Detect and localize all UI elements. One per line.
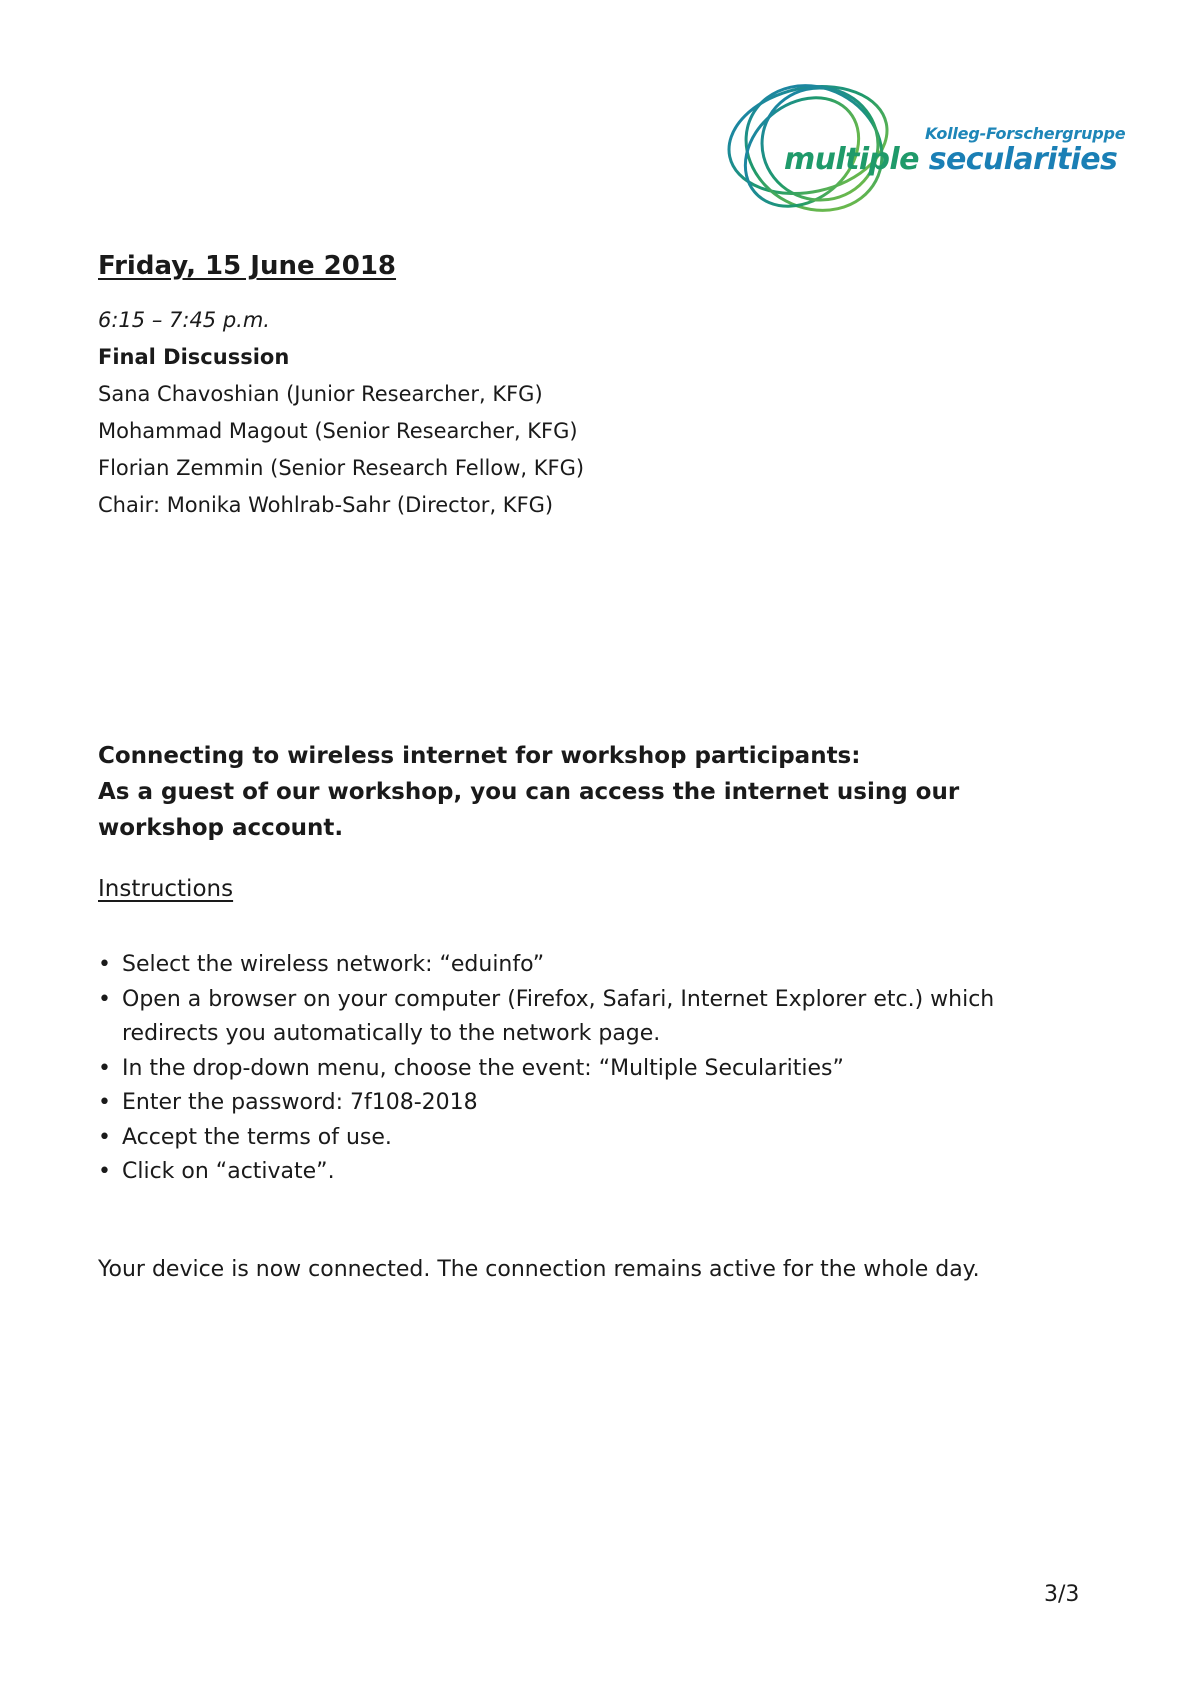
logo-title-word-multiple: multiple bbox=[784, 142, 919, 177]
session-time: 6:15 – 7:45 p.m. bbox=[98, 308, 270, 332]
instruction-step bbox=[98, 948, 1058, 983]
bullet-icon: • bbox=[98, 986, 111, 1012]
instruction-step bbox=[98, 983, 1058, 1052]
closing-note: Your device is now connected. The connection remains active for the whole day. bbox=[98, 1257, 980, 1282]
wifi-heading bbox=[98, 738, 1058, 846]
bullet-icon: • bbox=[98, 952, 111, 977]
chair-line: Chair: Monika Wohlrab-Sahr (Director, KFG) bbox=[98, 493, 554, 517]
instruction-step bbox=[98, 1155, 1058, 1190]
instruction-step-text: Select the wireless network: “eduinfo” bbox=[122, 952, 545, 977]
instruction-step-text: In the drop-down menu, choose the event: “Multiple Secularities” bbox=[122, 1055, 844, 1081]
instruction-step bbox=[98, 1121, 1058, 1156]
bullet-icon: • bbox=[98, 1055, 111, 1081]
instruction-step-text: Click on “activate”. bbox=[122, 1159, 335, 1184]
wifi-heading-line2: As a guest of our workshop, you can access the internet using our workshop account. bbox=[98, 779, 960, 841]
instructions-list bbox=[98, 948, 1058, 1190]
bullet-icon: • bbox=[98, 1124, 111, 1150]
instruction-step-text: Accept the terms of use. bbox=[122, 1124, 392, 1150]
instruction-step bbox=[98, 1086, 1058, 1121]
instruction-step-text: Open a browser on your computer (Firefox, Safari, Internet Explorer etc.) which redirects you automatically to the network page. bbox=[122, 986, 995, 1046]
bullet-icon: • bbox=[98, 1090, 111, 1115]
session-title: Final Discussion bbox=[98, 345, 290, 369]
instruction-step-text: Enter the password: 7f108-2018 bbox=[122, 1090, 478, 1115]
wifi-heading-line1: Connecting to wireless internet for workshop participants: bbox=[98, 743, 861, 769]
kfg-logo bbox=[722, 78, 1126, 228]
event-date-heading: Friday, 15 June 2018 bbox=[98, 251, 397, 281]
speaker-line: Mohammad Magout (Senior Researcher, KFG) bbox=[98, 419, 578, 443]
speaker-line: Florian Zemmin (Senior Research Fellow, KFG) bbox=[98, 456, 585, 480]
instruction-step bbox=[98, 1052, 1058, 1087]
logo-title-word-secularities: secularities bbox=[928, 142, 1118, 177]
speaker-line: Sana Chavoshian (Junior Researcher, KFG) bbox=[98, 382, 543, 406]
logo-title bbox=[784, 142, 1117, 177]
page-number: 3/3 bbox=[1044, 1582, 1080, 1607]
instructions-label: Instructions bbox=[98, 876, 234, 902]
bullet-icon: • bbox=[98, 1159, 111, 1184]
logo-subtitle: Kolleg-Forschergruppe bbox=[925, 124, 1126, 143]
session-block bbox=[98, 302, 584, 524]
